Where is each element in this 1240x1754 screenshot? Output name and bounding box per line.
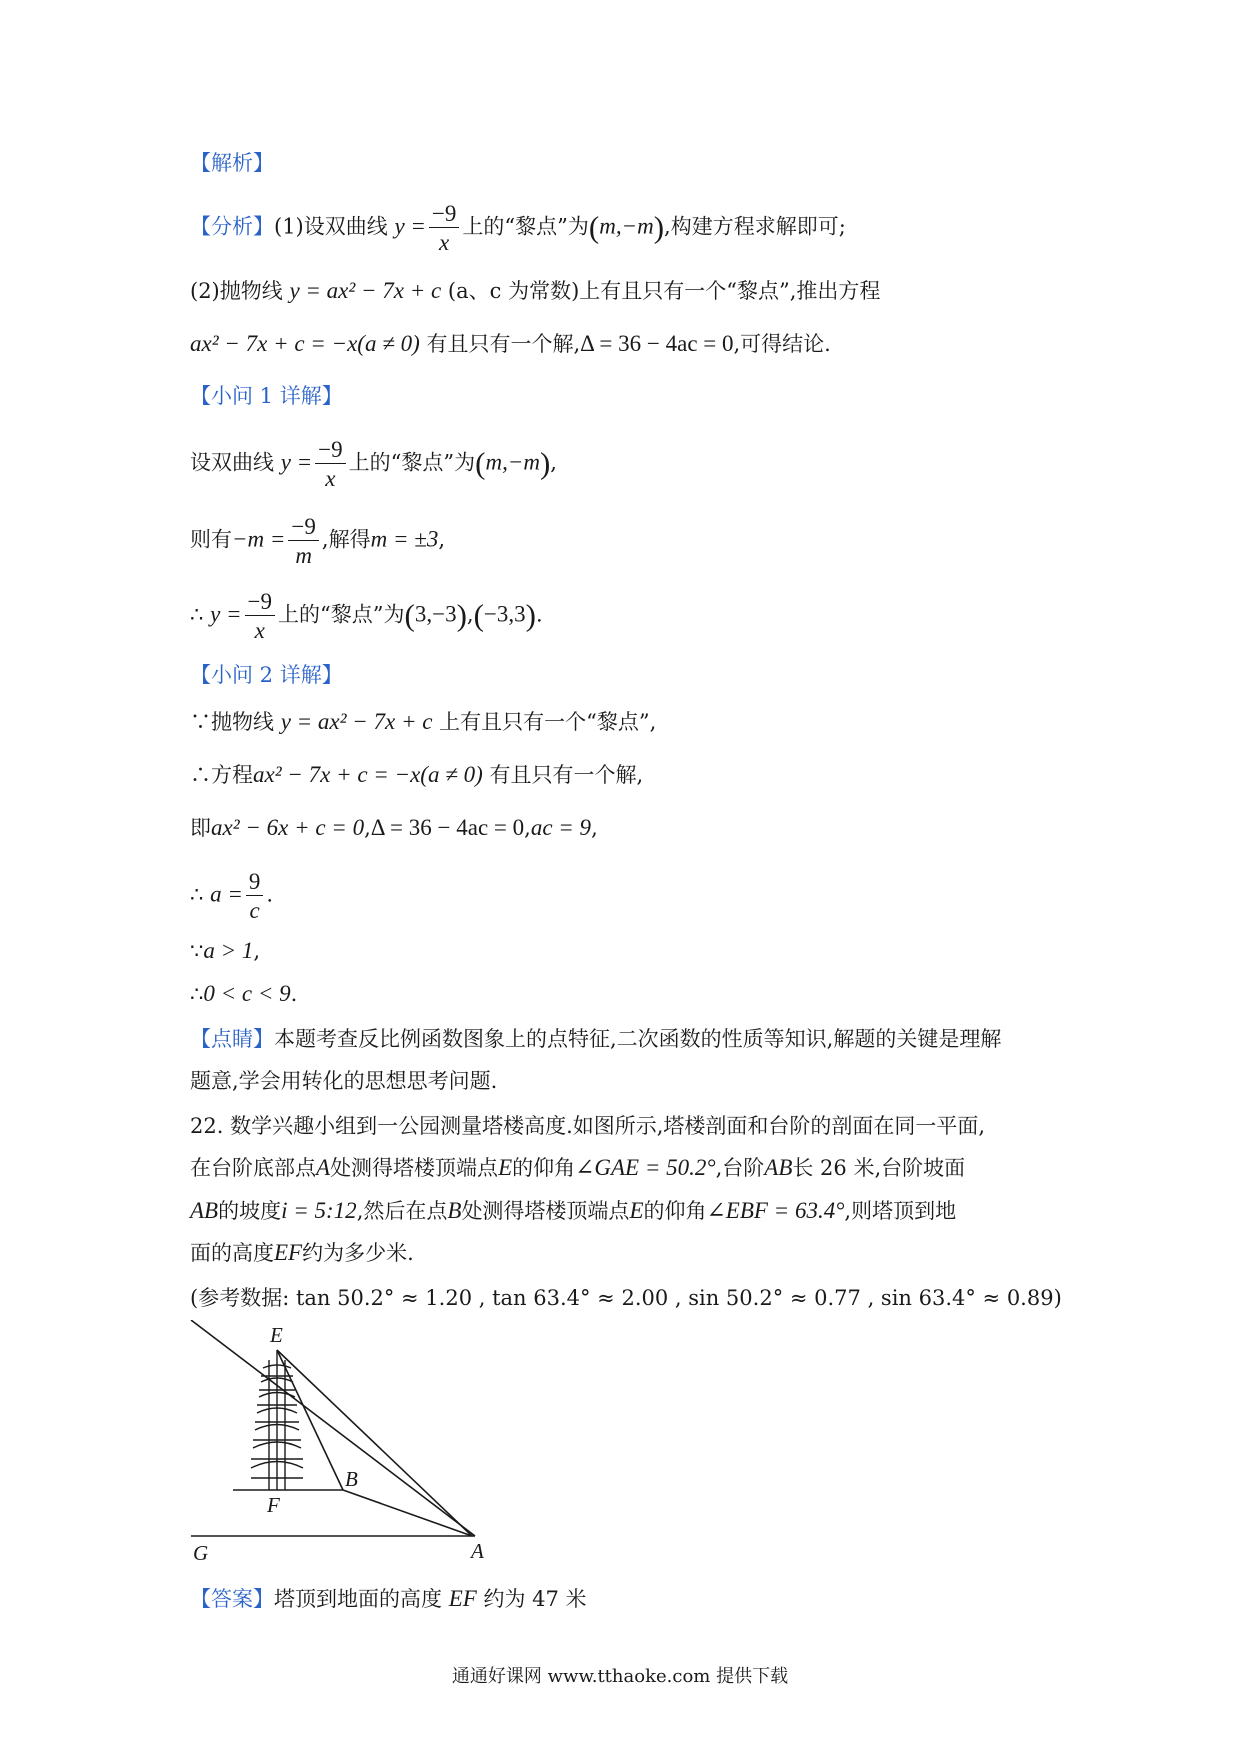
answer-line	[190, 1584, 587, 1614]
segment-ef-label: EF	[274, 1240, 303, 1265]
q1-header: 【小问 1 详解】	[190, 384, 343, 408]
p22-l3-a: 的坡度	[218, 1199, 282, 1223]
slope-ratio: i = 5:12	[281, 1198, 357, 1223]
therefore-symbol: ∴	[190, 602, 204, 627]
problem22-line-2	[190, 1153, 965, 1183]
point-b-label: B	[447, 1198, 462, 1223]
fraction-numerator: −9	[288, 515, 318, 541]
q1-line-2-pre: 则有	[190, 527, 232, 552]
fraction-denominator: x	[439, 230, 450, 255]
q1-line-3-tail: .	[535, 602, 543, 627]
fraction-numerator: 9	[246, 870, 264, 896]
p22-l2-a: 在台阶底部点	[190, 1156, 316, 1180]
analysis-line-2	[190, 276, 880, 306]
c-range: 0 < c < 9	[203, 981, 291, 1006]
p22-l2-e: 长 26 米,台阶坡面	[792, 1156, 966, 1180]
p22-l3-e: ,则塔顶到地	[844, 1199, 957, 1223]
y-equals: y =	[394, 213, 426, 239]
because-symbol: ∵	[190, 939, 204, 963]
p22-l3-d: 的仰角	[643, 1199, 707, 1223]
q2-line-2-mid: 有且只有一个解,	[489, 763, 644, 787]
neg-m-equals: −m =	[232, 526, 286, 552]
q2-line-6	[190, 979, 297, 1009]
point-3-neg3: 3,−3	[414, 601, 457, 627]
fraction-neg9-over-x	[429, 202, 459, 254]
angle-gae: ∠GAE = 50.2°	[575, 1155, 716, 1180]
equation-expression: ax² − 7x + c = −x(a ≠ 0)	[190, 331, 420, 356]
fraction-denominator: x	[254, 618, 265, 643]
p22-l4-b: 约为多少米.	[302, 1241, 414, 1265]
q2-line-1	[190, 707, 656, 737]
analysis-line-1-pre: (1)设双曲线	[274, 214, 388, 239]
point-m-neg-m: m,−m	[485, 449, 540, 475]
q2-line-4-tail: .	[266, 882, 274, 907]
slope-ab	[343, 1490, 472, 1536]
q1-line-1-tail: ,	[550, 450, 557, 475]
paren-open: (	[588, 209, 600, 245]
q2-line-4	[190, 870, 273, 922]
q1-line-3	[190, 590, 543, 642]
answer-label: 【答案】	[190, 1587, 274, 1611]
ac-equals-9: ac = 9	[530, 815, 592, 840]
q2-line-2-pre: ∴方程	[190, 763, 253, 787]
analysis-line-1-tail: ,构建方程求解即可;	[664, 214, 846, 239]
answer-var: EF	[448, 1586, 477, 1611]
q2-line-3-tail: ,	[591, 816, 598, 840]
answer-pre: 塔顶到地面的高度	[274, 1587, 442, 1611]
discriminant-expression: Δ = 36 − 4ac = 0	[580, 331, 734, 356]
therefore-symbol: ∴	[190, 982, 204, 1006]
q2-header: 【小问 2 详解】	[190, 663, 343, 687]
answer-post: 约为 47 米	[483, 1587, 587, 1611]
analysis-header: 【解析】	[190, 151, 274, 175]
segment-ab-label: AB	[190, 1198, 219, 1223]
fraction-neg9-over-x	[245, 590, 275, 642]
reduced-equation: ax² − 6x + c = 0	[211, 815, 365, 840]
label-g: G	[193, 1541, 209, 1565]
y-equals: y =	[210, 601, 242, 627]
paren-close: )	[539, 445, 551, 481]
q2-line-3-pre: 即	[190, 816, 211, 840]
q1-line-1-pre: 设双曲线	[190, 450, 274, 475]
q2-line-6-tail: .	[290, 982, 298, 1006]
q2-line-2	[190, 760, 643, 790]
angle-ebf: ∠EBF = 63.4°	[706, 1198, 845, 1223]
fraction-neg9-over-m	[288, 515, 318, 567]
point-a-label: A	[316, 1155, 331, 1180]
q2-line-3	[190, 813, 598, 843]
label-b: B	[345, 1467, 358, 1491]
parabola-expression: y = ax² − 7x + c	[289, 278, 442, 303]
analysis-line-3-tail: ,可得结论.	[733, 332, 831, 356]
comment-label: 【点睛】	[190, 1027, 274, 1051]
analysis-line-1	[190, 202, 846, 254]
segment-ab-label: AB	[764, 1155, 793, 1180]
fraction-numerator: −9	[245, 590, 275, 616]
paren-open: (	[404, 597, 415, 633]
q1-line-2	[190, 515, 445, 567]
label-e: E	[270, 1323, 283, 1347]
p22-l2-d: ,台阶	[715, 1156, 765, 1180]
p22-l2-c: 的仰角	[512, 1156, 576, 1180]
analysis-label: 【分析】	[190, 214, 274, 239]
point-m-neg-m: m,−m	[599, 213, 654, 239]
q1-line-2-mid: ,解得	[321, 527, 371, 552]
paren-open: (	[473, 597, 484, 633]
analysis-line-3	[190, 329, 831, 359]
fraction-9-over-c	[246, 870, 264, 922]
parabola-expression: y = ax² − 7x + c	[280, 709, 433, 734]
fraction-numerator: −9	[315, 438, 345, 464]
comment-line-2: 题意,学会用转化的思想思考问题.	[190, 1069, 498, 1093]
paren-close: )	[525, 597, 536, 633]
label-a: A	[471, 1539, 484, 1563]
equation-expression: ax² − 7x + c = −x(a ≠ 0)	[253, 762, 483, 787]
q2-line-1-mid: 上有且只有一个“黎点”,	[439, 710, 657, 734]
paren-close: )	[456, 597, 467, 633]
paren-close: )	[653, 209, 665, 245]
page-footer: 通通好课网 www.tthaoke.com 提供下载	[451, 1666, 789, 1687]
q2-line-1-pre: ∵抛物线	[190, 710, 274, 734]
q1-line-2-tail: ,	[438, 527, 446, 552]
analysis-line-2-pre: (2)抛物线	[190, 279, 283, 303]
q1-line-1-mid: 上的“黎点”为	[348, 450, 476, 475]
q2-line-5-tail: ,	[253, 939, 261, 963]
tower-diagram	[185, 1320, 505, 1580]
q1-line-3-sep: ,	[466, 602, 474, 627]
q2-line-3-sep2: ,	[524, 816, 531, 840]
sight-line-eb	[277, 1350, 343, 1490]
fraction-neg9-over-x	[315, 438, 345, 490]
q2-line-5	[190, 936, 260, 966]
analysis-line-1-post: 上的“黎点”为	[462, 214, 589, 239]
ground-line	[191, 1320, 475, 1536]
comment-line-1	[190, 1024, 1001, 1054]
q1-line-1	[190, 438, 557, 490]
point-e-label: E	[498, 1155, 513, 1180]
point-neg3-3: −3,3	[483, 601, 526, 627]
comment-text-1: 本题考查反比例函数图象上的点特征,二次函数的性质等知识,解题的关键是理解	[274, 1027, 1002, 1051]
fraction-denominator: c	[249, 898, 260, 923]
reference-data: (参考数据: tan 50.2° ≈ 1.20 , tan 63.4° ≈ 2.00 , sin 50.2° ≈ 0.77 , sin 63.4° ≈ 0.89)	[190, 1286, 1062, 1310]
p22-l3-c: 处测得塔楼顶端点	[461, 1199, 630, 1223]
p22-l2-b: 处测得塔楼顶端点	[330, 1156, 499, 1180]
analysis-line-3-mid: 有且只有一个解,	[426, 332, 581, 356]
analysis-line-2-mid: (a、c 为常数)上有且只有一个“黎点”,推出方程	[447, 279, 881, 303]
problem22-line-3	[190, 1196, 956, 1226]
p22-l3-b: ,然后在点	[356, 1199, 448, 1223]
a-greater-1: a > 1	[203, 938, 254, 963]
fraction-denominator: x	[325, 466, 336, 491]
a-equals: a =	[210, 881, 243, 907]
label-f: F	[267, 1493, 280, 1517]
fraction-denominator: m	[295, 543, 312, 568]
solution-m: m = ±3	[370, 526, 439, 552]
paren-open: (	[475, 445, 486, 481]
discriminant-expression: Δ = 36 − 4ac = 0	[370, 815, 525, 840]
fraction-numerator: −9	[429, 202, 459, 228]
y-equals: y =	[280, 449, 313, 475]
problem22-line-4	[190, 1238, 414, 1268]
problem22-line-1: 22. 数学兴趣小组到一公园测量塔楼高度.如图所示,塔楼剖面和台阶的剖面在同一平面,	[190, 1114, 986, 1138]
therefore-symbol: ∴	[190, 882, 204, 907]
point-e-label: E	[629, 1198, 644, 1223]
q1-line-3-mid: 上的“黎点”为	[278, 602, 405, 627]
sight-line-ea	[277, 1350, 472, 1536]
q2-line-3-sep1: ,	[364, 816, 371, 840]
p22-l4-a: 面的高度	[190, 1241, 274, 1265]
